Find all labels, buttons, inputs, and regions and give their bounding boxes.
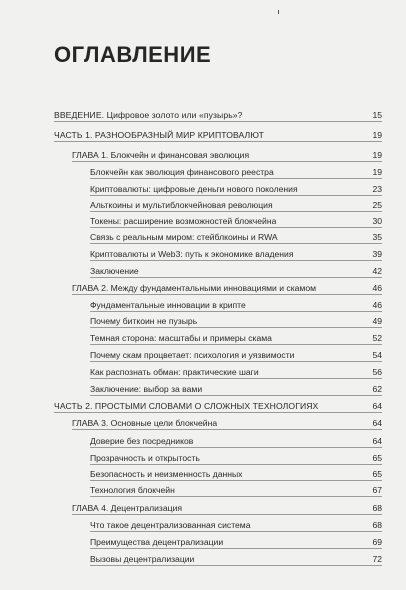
toc-entry-page-number: 19 bbox=[372, 150, 382, 160]
toc-entry-page-number: 67 bbox=[372, 485, 382, 495]
toc-entry-underline bbox=[90, 378, 382, 379]
toc-entry-page-number: 64 bbox=[372, 436, 382, 446]
toc-entry-label: ГЛАВА 3. Основные цели блокчейна bbox=[72, 418, 218, 428]
toc-entry-page-number: 42 bbox=[372, 266, 382, 276]
toc-entry-underline bbox=[90, 361, 382, 362]
toc-entry-label: Доверие без посредников bbox=[90, 436, 194, 446]
toc-entry[interactable] bbox=[90, 485, 382, 496]
toc-entry-underline bbox=[90, 277, 382, 278]
toc-entry-page-number: 39 bbox=[372, 249, 382, 259]
toc-entry[interactable] bbox=[90, 333, 382, 344]
toc-entry-page-number: 56 bbox=[372, 367, 382, 377]
toc-entry[interactable] bbox=[54, 401, 382, 412]
toc-entry-label: Темная сторона: масштабы и примеры скама bbox=[90, 333, 272, 343]
toc-entry[interactable] bbox=[90, 167, 382, 178]
toc-entry-label: Прозрачность и открытость bbox=[90, 453, 200, 463]
toc-entry[interactable] bbox=[90, 384, 382, 395]
toc-entry[interactable] bbox=[90, 249, 382, 260]
toc-entry-page-number: 19 bbox=[372, 167, 382, 177]
toc-entry-underline bbox=[90, 395, 382, 396]
toc-entry-label: Связь с реальным миром: стейблкоины и RWA bbox=[90, 232, 278, 242]
toc-entry-label: Криптовалюты: цифровые деньги нового поколения bbox=[90, 184, 298, 194]
toc-entry-underline bbox=[72, 429, 382, 430]
toc-entry-underline bbox=[90, 327, 382, 328]
toc-entry-label: Почему биткоин не пузырь bbox=[90, 316, 198, 326]
toc-entry-underline bbox=[90, 565, 382, 566]
toc-entry-page-number: 49 bbox=[372, 316, 382, 326]
toc-entry[interactable] bbox=[72, 418, 382, 429]
toc-entry[interactable] bbox=[90, 200, 382, 211]
toc-entry-page-number: 30 bbox=[372, 216, 382, 226]
toc-entry-label: Технология блокчейн bbox=[90, 485, 175, 495]
page-title: ОГЛАВЛЕНИЕ bbox=[54, 42, 212, 67]
toc-entry-label: ВВЕДЕНИЕ. Цифровое золото или «пузырь»? bbox=[54, 110, 243, 120]
toc-entry-label: Как распознать обман: практические шаги bbox=[90, 367, 259, 377]
toc-entry-underline bbox=[54, 121, 382, 122]
toc-entry-label: Безопасность и неизменность данных bbox=[90, 469, 243, 479]
toc-entry-underline bbox=[90, 243, 382, 244]
toc-entry-label: Что такое децентрализованная система bbox=[90, 520, 251, 530]
toc-entry-underline bbox=[90, 227, 382, 228]
toc-entry-page-number: 46 bbox=[372, 300, 382, 310]
toc-entry-label: Заключение: выбор за вами bbox=[90, 384, 203, 394]
toc-entry-underline bbox=[72, 161, 382, 162]
toc-entry-label: Заключение bbox=[90, 266, 139, 276]
toc-entry-page-number: 64 bbox=[372, 401, 382, 411]
toc-entry-underline bbox=[90, 178, 382, 179]
toc-entry-label: ЧАСТЬ 2. ПРОСТЫМИ СЛОВАМИ О СЛОЖНЫХ ТЕХНОЛОГИЯХ bbox=[54, 401, 319, 411]
toc-entry-underline bbox=[90, 195, 382, 196]
toc-entry-page-number: 19 bbox=[372, 130, 382, 140]
toc-entry-label: Блокчейн как эволюция финансового реестра bbox=[90, 167, 274, 177]
toc-entry[interactable] bbox=[72, 503, 382, 514]
toc-entry-underline bbox=[72, 514, 382, 515]
toc-entry-underline bbox=[90, 496, 382, 497]
toc-entry-label: Вызовы децентрализации bbox=[90, 554, 195, 564]
toc-entry-page-number: 64 bbox=[372, 418, 382, 428]
toc-entry-underline bbox=[90, 311, 382, 312]
toc-entry-page-number: 62 bbox=[372, 384, 382, 394]
toc-entry-underline bbox=[90, 531, 382, 532]
toc-entry-underline bbox=[72, 294, 382, 295]
toc-entry-page-number: 68 bbox=[372, 503, 382, 513]
toc-entry[interactable] bbox=[72, 283, 382, 294]
toc-entry[interactable] bbox=[90, 216, 382, 227]
toc-entry-page-number: 69 bbox=[372, 537, 382, 547]
toc-entry-underline bbox=[90, 260, 382, 261]
toc-entry[interactable] bbox=[90, 469, 382, 480]
toc-entry-underline bbox=[54, 412, 382, 413]
toc-entry[interactable] bbox=[90, 554, 382, 565]
toc-entry-page-number: 25 bbox=[372, 200, 382, 210]
toc-entry[interactable] bbox=[90, 232, 382, 243]
toc-entry-underline bbox=[90, 480, 382, 481]
toc-entry-page-number: 35 bbox=[372, 232, 382, 242]
toc-entry-label: ЧАСТЬ 1. РАЗНООБРАЗНЫЙ МИР КРИПТОВАЛЮТ bbox=[54, 130, 264, 140]
toc-entry-page-number: 68 bbox=[372, 520, 382, 530]
toc-entry[interactable] bbox=[90, 184, 382, 195]
toc-entry-label: ГЛАВА 2. Между фундаментальными инновациями и скамом bbox=[72, 283, 317, 293]
toc-entry[interactable] bbox=[90, 537, 382, 548]
toc-entry-page-number: 65 bbox=[372, 469, 382, 479]
toc-entry[interactable] bbox=[54, 130, 382, 141]
toc-entry[interactable] bbox=[90, 453, 382, 464]
toc-entry[interactable] bbox=[90, 350, 382, 361]
toc-entry-underline bbox=[54, 141, 382, 142]
toc-entry[interactable] bbox=[90, 300, 382, 311]
toc-entry-page-number: 54 bbox=[372, 350, 382, 360]
toc-entry-underline bbox=[90, 344, 382, 345]
toc-entry-underline bbox=[90, 211, 382, 212]
toc-entry-label: Фундаментальные инновации в крипте bbox=[90, 300, 246, 310]
toc-entry-label: ГЛАВА 4. Децентрализация bbox=[72, 503, 183, 513]
toc-entry-label: Токены: расширение возможностей блокчейна bbox=[90, 216, 277, 226]
toc-entry-page-number: 52 bbox=[372, 333, 382, 343]
toc-entry-label: Альткоины и мультиблокчейновая революция bbox=[90, 200, 273, 210]
toc-entry-page-number: 72 bbox=[372, 554, 382, 564]
toc-entry-label: Криптовалюты и Web3: путь к экономике владения bbox=[90, 249, 294, 259]
toc-entry[interactable] bbox=[90, 520, 382, 531]
toc-entry[interactable] bbox=[54, 110, 382, 121]
toc-entry-underline bbox=[90, 548, 382, 549]
toc-entry-page-number: 65 bbox=[372, 453, 382, 463]
toc-entry-page-number: 15 bbox=[372, 110, 382, 120]
toc-entry-page-number: 46 bbox=[372, 283, 382, 293]
toc-entry-label: ГЛАВА 1. Блокчейн и финансовая эволюция bbox=[72, 150, 250, 160]
toc-entry[interactable] bbox=[72, 150, 382, 161]
toc-entry[interactable] bbox=[90, 436, 382, 447]
toc-entry-label: Преимущества децентрализации bbox=[90, 537, 224, 547]
toc-entry-underline bbox=[90, 447, 382, 448]
print-speck bbox=[278, 10, 279, 14]
toc-entry-underline bbox=[90, 464, 382, 465]
toc-entry-page-number: 23 bbox=[372, 184, 382, 194]
toc-entry[interactable] bbox=[90, 316, 382, 327]
toc-entry[interactable] bbox=[90, 367, 382, 378]
toc-entry[interactable] bbox=[90, 266, 382, 277]
toc-entry-label: Почему скам процветает: психология и уязвимости bbox=[90, 350, 295, 360]
